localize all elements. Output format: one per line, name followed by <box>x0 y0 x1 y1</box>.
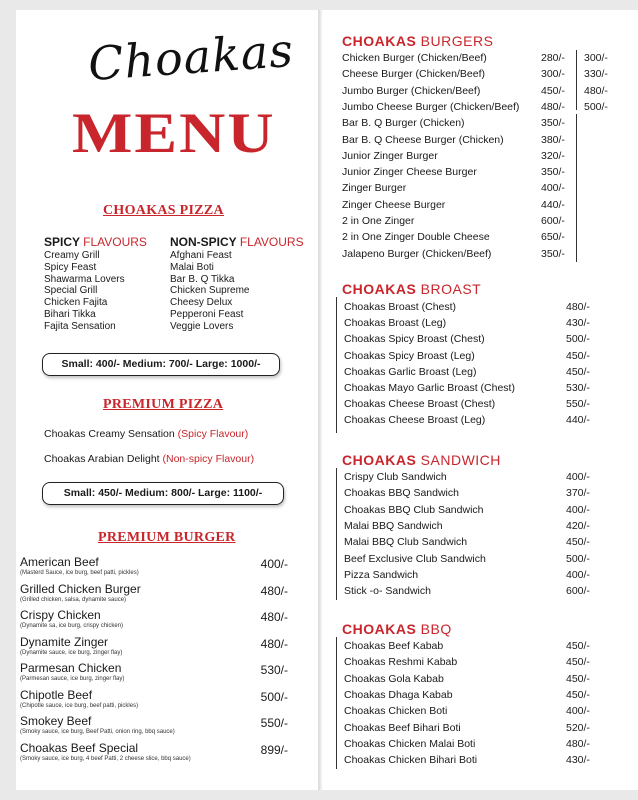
burger-price: 480/- <box>260 636 288 651</box>
bbq-row <box>0 654 638 670</box>
broast-item-name: Choakas Garlic Broast (Leg) <box>344 365 477 378</box>
sandwich-item-price: 420/- <box>566 519 590 532</box>
burgers-heading: CHOAKAS BURGERS <box>342 33 494 49</box>
bbq-item-price: 450/- <box>566 640 590 652</box>
sandwich-item-name: Choakas BBQ Sandwich <box>344 487 459 500</box>
burgers-row <box>0 197 638 213</box>
bbq-row <box>0 736 638 752</box>
sandwich-item-price: 400/- <box>566 503 590 516</box>
burgers-item-price: 350/- <box>541 117 565 130</box>
broast-item-price: 450/- <box>566 365 590 378</box>
broast-item-name: Choakas Cheese Broast (Chest) <box>344 398 496 411</box>
burgers-item-price-beef: 300/- <box>584 52 608 64</box>
nonspicy-flavour-item: Bar B. Q Tikka <box>170 273 235 285</box>
burgers-row <box>0 115 638 131</box>
spicy-flavour-item: Bihari Tikka <box>44 308 96 320</box>
nonspicy-flavour-item: Cheesy Delux <box>170 297 233 309</box>
broast-row <box>0 331 638 347</box>
broast-item-price: 430/- <box>566 317 590 330</box>
bbq-item-price: 450/- <box>566 672 590 685</box>
burgers-item-price: 440/- <box>541 198 565 211</box>
burgers-item-price: 450/- <box>541 84 565 97</box>
sandwich-row <box>0 567 638 583</box>
burger-price: 480/- <box>260 610 288 624</box>
sandwich-row <box>0 469 638 485</box>
premium-pizza-item: Choakas Arabian Delight (Non-spicy Flavour) <box>44 453 255 465</box>
broast-row <box>0 396 638 412</box>
burgers-item-name: Junior Zinger Cheese Burger <box>342 166 477 179</box>
burgers-item-name: Junior Zinger Burger <box>342 149 438 162</box>
bbq-row <box>0 671 638 687</box>
bbq-item-price: 430/- <box>566 754 590 767</box>
pizza-price-box: Small: 400/- Medium: 700/- Large: 1000/- <box>42 353 280 376</box>
burgers-row <box>0 229 638 245</box>
bbq-item-price: 520/- <box>566 721 590 734</box>
menu-title: MENU <box>72 100 276 165</box>
spicy-flavour-item: Chicken Fajita <box>44 297 108 309</box>
sandwich-row <box>0 502 638 518</box>
spicy-flavour-item: Creamy Grill <box>44 250 100 261</box>
burger-name: Grilled Chicken Burger <box>20 581 141 596</box>
broast-item-name: Choakas Spicy Broast (Leg) <box>344 349 475 362</box>
burgers-row <box>0 66 638 82</box>
broast-heading: CHOAKAS BROAST <box>342 281 482 297</box>
nonspicy-flavour-item: Chicken Supreme <box>170 285 250 297</box>
nonspicy-flavour-item: Afghani Feast <box>170 250 232 261</box>
burgers-item-price: 400/- <box>541 182 565 195</box>
broast-item-name: Choakas Mayo Garlic Broast (Chest) <box>344 382 515 394</box>
burgers-item-price: 380/- <box>541 133 565 146</box>
burgers-item-price-beef: 500/- <box>584 100 608 113</box>
nonspicy-flavour-item: Malai Boti <box>170 261 214 273</box>
sandwich-row <box>0 518 638 534</box>
burger-name: Crispy Chicken <box>20 608 101 622</box>
premium-burger-heading: PREMIUM BURGER <box>98 530 236 545</box>
sandwich-item-name: Choakas BBQ Club Sandwich <box>344 503 484 516</box>
burgers-item-price: 600/- <box>541 215 565 227</box>
burgers-item-price-beef: 330/- <box>584 68 608 81</box>
burgers-item-name: Bar B. Q Cheese Burger (Chicken) <box>342 133 504 146</box>
bbq-item-price: 450/- <box>566 688 590 701</box>
burger-name: Dynamite Zinger <box>20 634 109 649</box>
broast-item-name: Choakas Broast (Chest) <box>344 301 457 313</box>
sandwich-item-price: 370/- <box>566 487 590 500</box>
bbq-item-name: Choakas Gola Kabab <box>344 672 444 685</box>
sandwich-item-price: 450/- <box>566 536 590 549</box>
broast-item-price: 550/- <box>566 398 590 411</box>
premium-pizza-item: Choakas Creamy Sensation (Spicy Flavour) <box>44 428 249 440</box>
burger-price: 500/- <box>260 689 288 704</box>
burgers-item-name: Zinger Burger <box>342 182 407 195</box>
nonspicy-flavour-item: Pepperoni Feast <box>170 308 244 320</box>
burger-description: (Chipotle sauce, ice burg, beef patti, pickles) <box>20 702 139 709</box>
bbq-row <box>0 687 638 703</box>
burgers-item-name: Jumbo Burger (Chicken/Beef) <box>342 84 481 97</box>
broast-row <box>0 380 638 396</box>
burgers-item-name: Zinger Cheese Burger <box>342 198 446 211</box>
choakas-pizza-heading: CHOAKAS PIZZA <box>103 203 224 218</box>
bbq-item-price: 450/- <box>566 656 590 669</box>
burgers-item-price: 480/- <box>541 100 565 113</box>
burger-name: Choakas Beef Special <box>20 740 139 755</box>
bbq-heading: CHOAKAS BBQ <box>342 621 452 637</box>
spicy-flavour-item: Special Grill <box>44 285 98 297</box>
bbq-item-name: Choakas Reshmi Kabab <box>344 656 458 669</box>
burger-price: 899/- <box>260 742 288 757</box>
burgers-item-price: 280/- <box>541 52 565 64</box>
sandwich-row <box>0 485 638 501</box>
premium-pizza-heading: PREMIUM PIZZA <box>103 397 224 412</box>
sandwich-row <box>0 583 638 599</box>
sandwich-item-name: Malai BBQ Sandwich <box>344 519 443 532</box>
broast-item-price: 500/- <box>566 333 590 346</box>
broast-item-price: 440/- <box>566 414 590 427</box>
burgers-item-name: 2 in One Zinger Double Cheese <box>342 231 490 244</box>
bbq-row <box>0 638 638 654</box>
sandwich-item-price: 500/- <box>566 552 590 565</box>
broast-item-name: Choakas Broast (Leg) <box>344 317 447 330</box>
burgers-item-name: Bar B. Q Burger (Chicken) <box>342 117 465 130</box>
sandwich-item-name: Malai BBQ Club Sandwich <box>344 536 468 549</box>
bbq-item-name: Choakas Beef Kabab <box>344 640 444 652</box>
sandwich-heading: CHOAKAS SANDWICH <box>342 452 501 468</box>
spicy-flavour-item: Spicy Feast <box>44 261 97 273</box>
burger-name: American Beef <box>20 555 99 569</box>
burgers-item-price: 650/- <box>541 231 565 244</box>
burger-description: (Smoky sauce, ice burg, Beef Patti, onion ring, bbq sauce) <box>20 729 175 735</box>
broast-row <box>0 364 638 380</box>
burgers-item-price: 300/- <box>541 68 565 81</box>
bbq-item-name: Choakas Beef Bihari Boti <box>344 721 461 734</box>
sandwich-item-price: 400/- <box>566 568 590 581</box>
spicy-flavour-item: Fajita Sensation <box>44 320 116 332</box>
bbq-row <box>0 720 638 736</box>
burger-price: 480/- <box>260 583 288 598</box>
burgers-item-price: 320/- <box>541 149 565 162</box>
burgers-item-name: Cheese Burger (Chicken/Beef) <box>342 68 485 81</box>
burgers-row <box>0 132 638 148</box>
burgers-row <box>0 180 638 196</box>
burgers-row <box>0 213 638 229</box>
burgers-item-price: 350/- <box>541 166 565 179</box>
burger-price: 550/- <box>260 716 288 730</box>
burgers-item-name: Chicken Burger (Chicken/Beef) <box>342 52 487 64</box>
burgers-item-price-beef: 480/- <box>584 84 608 97</box>
broast-item-price: 450/- <box>566 349 590 362</box>
burger-description: (Dynamite sa, ice burg, crispy chicken) <box>20 623 124 629</box>
spicy-flavours-label: SPICY FLAVOURS <box>44 235 147 249</box>
burgers-row <box>0 99 638 115</box>
broast-item-price: 480/- <box>566 301 590 313</box>
bbq-item-price: 480/- <box>566 737 590 750</box>
burger-name: Parmesan Chicken <box>20 661 122 675</box>
nonspicy-flavours-label: NON-SPICY FLAVOURS <box>170 235 304 249</box>
broast-row <box>0 315 638 331</box>
broast-row <box>0 348 638 364</box>
burger-description: (Smoky sauce, ice burg, 4 beef Patti, 2 cheese slice, bbq sauce) <box>20 755 191 762</box>
burgers-row <box>0 246 638 262</box>
broast-item-name: Choakas Spicy Broast (Chest) <box>344 333 485 346</box>
burgers-row <box>0 83 638 99</box>
burger-description: (Dynamite sauce, ice burg, zinger flay) <box>20 649 123 656</box>
burgers-row <box>0 164 638 180</box>
broast-item-price: 530/- <box>566 382 590 394</box>
burgers-item-price: 350/- <box>541 247 565 260</box>
burger-price: 530/- <box>260 663 288 677</box>
bbq-item-name: Choakas Chicken Malai Boti <box>344 737 476 750</box>
broast-row <box>0 299 638 315</box>
burger-name: Smokey Beef <box>20 714 92 728</box>
burgers-row <box>0 50 638 66</box>
broast-row <box>0 412 638 428</box>
sandwich-row <box>0 534 638 550</box>
sandwich-item-name: Stick -o- Sandwich <box>344 585 431 598</box>
burgers-item-name: Jalapeno Burger (Chicken/Beef) <box>342 247 492 260</box>
sandwich-row <box>0 551 638 567</box>
bbq-item-name: Choakas Chicken Boti <box>344 705 448 718</box>
burger-name: Chipotle Beef <box>20 687 93 702</box>
bbq-item-price: 400/- <box>566 705 590 718</box>
premium-burger-item <box>20 608 288 635</box>
burger-description: (Grilled chicken, salsa, dynamite sauce) <box>20 596 127 603</box>
burgers-item-name: Jumbo Cheese Burger (Chicken/Beef) <box>342 100 520 113</box>
sandwich-item-name: Pizza Sandwich <box>344 568 419 581</box>
sandwich-item-name: Beef Exclusive Club Sandwich <box>344 552 486 565</box>
bbq-item-name: Choakas Chicken Bihari Boti <box>344 754 478 767</box>
bbq-row <box>0 703 638 719</box>
burgers-item-name: 2 in One Zinger <box>342 215 415 227</box>
burger-description: (Parmesan sauce, ice burg, zinger flay) <box>20 676 125 682</box>
bbq-row <box>0 752 638 768</box>
broast-item-name: Choakas Cheese Broast (Leg) <box>344 414 486 427</box>
spicy-flavour-item: Shawarma Lovers <box>44 273 125 285</box>
nonspicy-flavour-item: Veggie Lovers <box>170 320 234 332</box>
bbq-item-name: Choakas Dhaga Kabab <box>344 688 453 701</box>
brand-script-title: Choakas <box>86 22 296 92</box>
burgers-row <box>0 148 638 164</box>
premium-pizza-price-box: Small: 450/- Medium: 800/- Large: 1100/- <box>42 482 284 505</box>
burger-price: 400/- <box>260 557 288 571</box>
sandwich-item-price: 600/- <box>566 585 590 598</box>
burger-description: (Masterd Sauce, ice burg, beef patti, pickles) <box>20 570 139 576</box>
sandwich-item-price: 400/- <box>566 471 590 483</box>
sandwich-item-name: Crispy Club Sandwich <box>344 471 447 483</box>
